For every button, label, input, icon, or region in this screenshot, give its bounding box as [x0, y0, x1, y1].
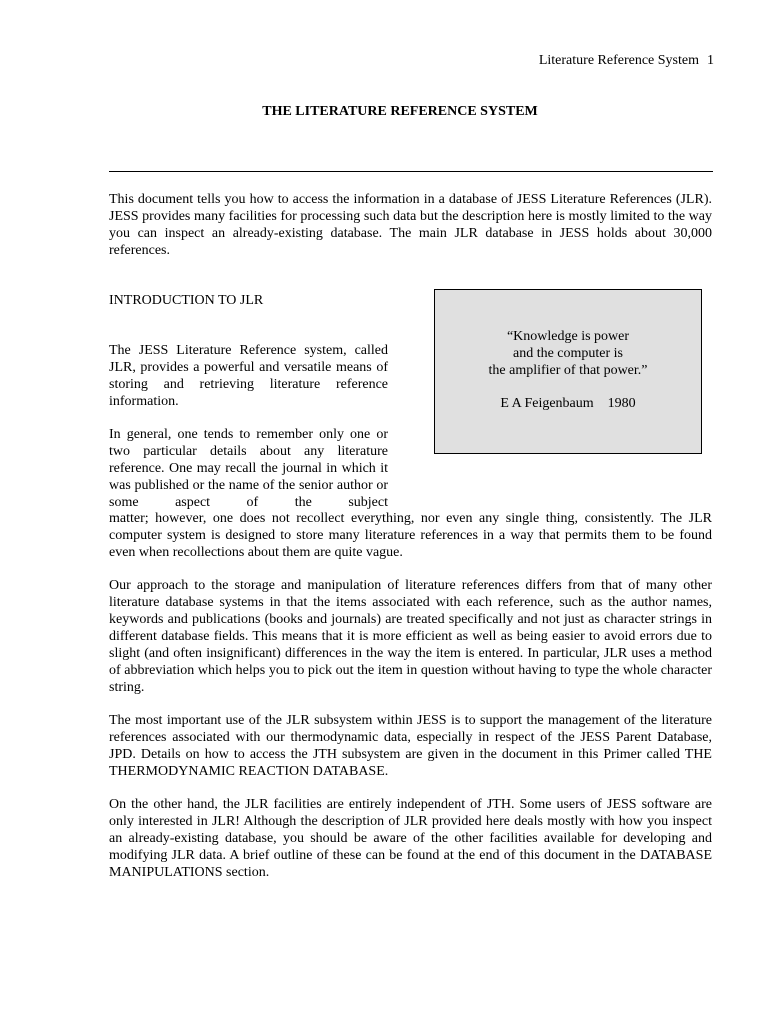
paragraph-approach: Our approach to the storage and manipulation of literature references differs from that of many other literature database systems in that the items associated with each reference, such as the author names, keywords and publications (books and journals) are treated specifically and not just as character strings in different database fields. This means that it is more efficient as well as being easier to avoid errors due to slight (and often insignificant) differences in the way the item is entered. In particular, JLR uses a method of abbreviation which helps you to pick out the item in question without having to type the whole character string. — [109, 578, 712, 695]
quote-box — [434, 289, 702, 454]
quote-line: and the computer is — [512, 346, 624, 361]
quote-line: “Knowledge is power — [506, 329, 630, 344]
page-number: 1 — [707, 53, 714, 68]
paragraph-important-use: The most important use of the JLR subsystem within JESS is to support the management of the literature references associated with our thermodynamic data, especially in respect of the JESS Parent Database, JPD. Details on how to access the JTH subsystem are given in the document in this Primer called THE THERMODYNAMIC REACTION DATABASE. — [109, 713, 712, 779]
paragraph-independence: On the other hand, the JLR facilities are entirely independent of JTH. Some users of JESS software are only interested in JLR! Although the description of JLR provided here deals mostly with how you inspect an already-existing database, you should be aware of the other facilities available for developing and modifying JLR data. A brief outline of these can be found at the end of this document in the DATABASE MANIPULATIONS section. — [109, 797, 712, 880]
document-title: THE LITERATURE REFERENCE SYSTEM — [262, 104, 538, 119]
running-title: Literature Reference System — [538, 53, 699, 68]
paragraph-recall-part1: In general, one tends to remember only one or two particular details about any literature reference. One may recall the journal in which it was published or the name of the senior author or some aspect of the subject — [109, 427, 388, 510]
quote-line: the amplifier of that power.” — [488, 363, 648, 378]
quote-author: E A Feigenbaum — [500, 396, 594, 411]
quote-attribution — [435, 395, 701, 412]
horizontal-rule — [109, 171, 713, 172]
paragraph-recall-part2: matter; however, one does not recollect everything, nor even any single thing, consistently. The JLR computer system is designed to store many literature references in a way that permits them to be found even when recollections about them are quite vague. — [109, 511, 712, 560]
quote-text — [435, 328, 701, 379]
section-heading: INTRODUCTION TO JLR — [109, 293, 264, 308]
intro-paragraph: This document tells you how to access the information in a database of JESS Literature References (JLR). JESS provides many facilities for processing such data but the description here is mostly limited to the way you can inspect an already-existing database. The main JLR database in JESS holds about 30,000 references. — [109, 192, 712, 258]
paragraph-jlr-description: The JESS Literature Reference system, called JLR, provides a powerful and versatile means of storing and retrieving literature reference information. — [109, 343, 388, 409]
running-header — [539, 52, 714, 69]
quote-year: 1980 — [607, 396, 636, 411]
